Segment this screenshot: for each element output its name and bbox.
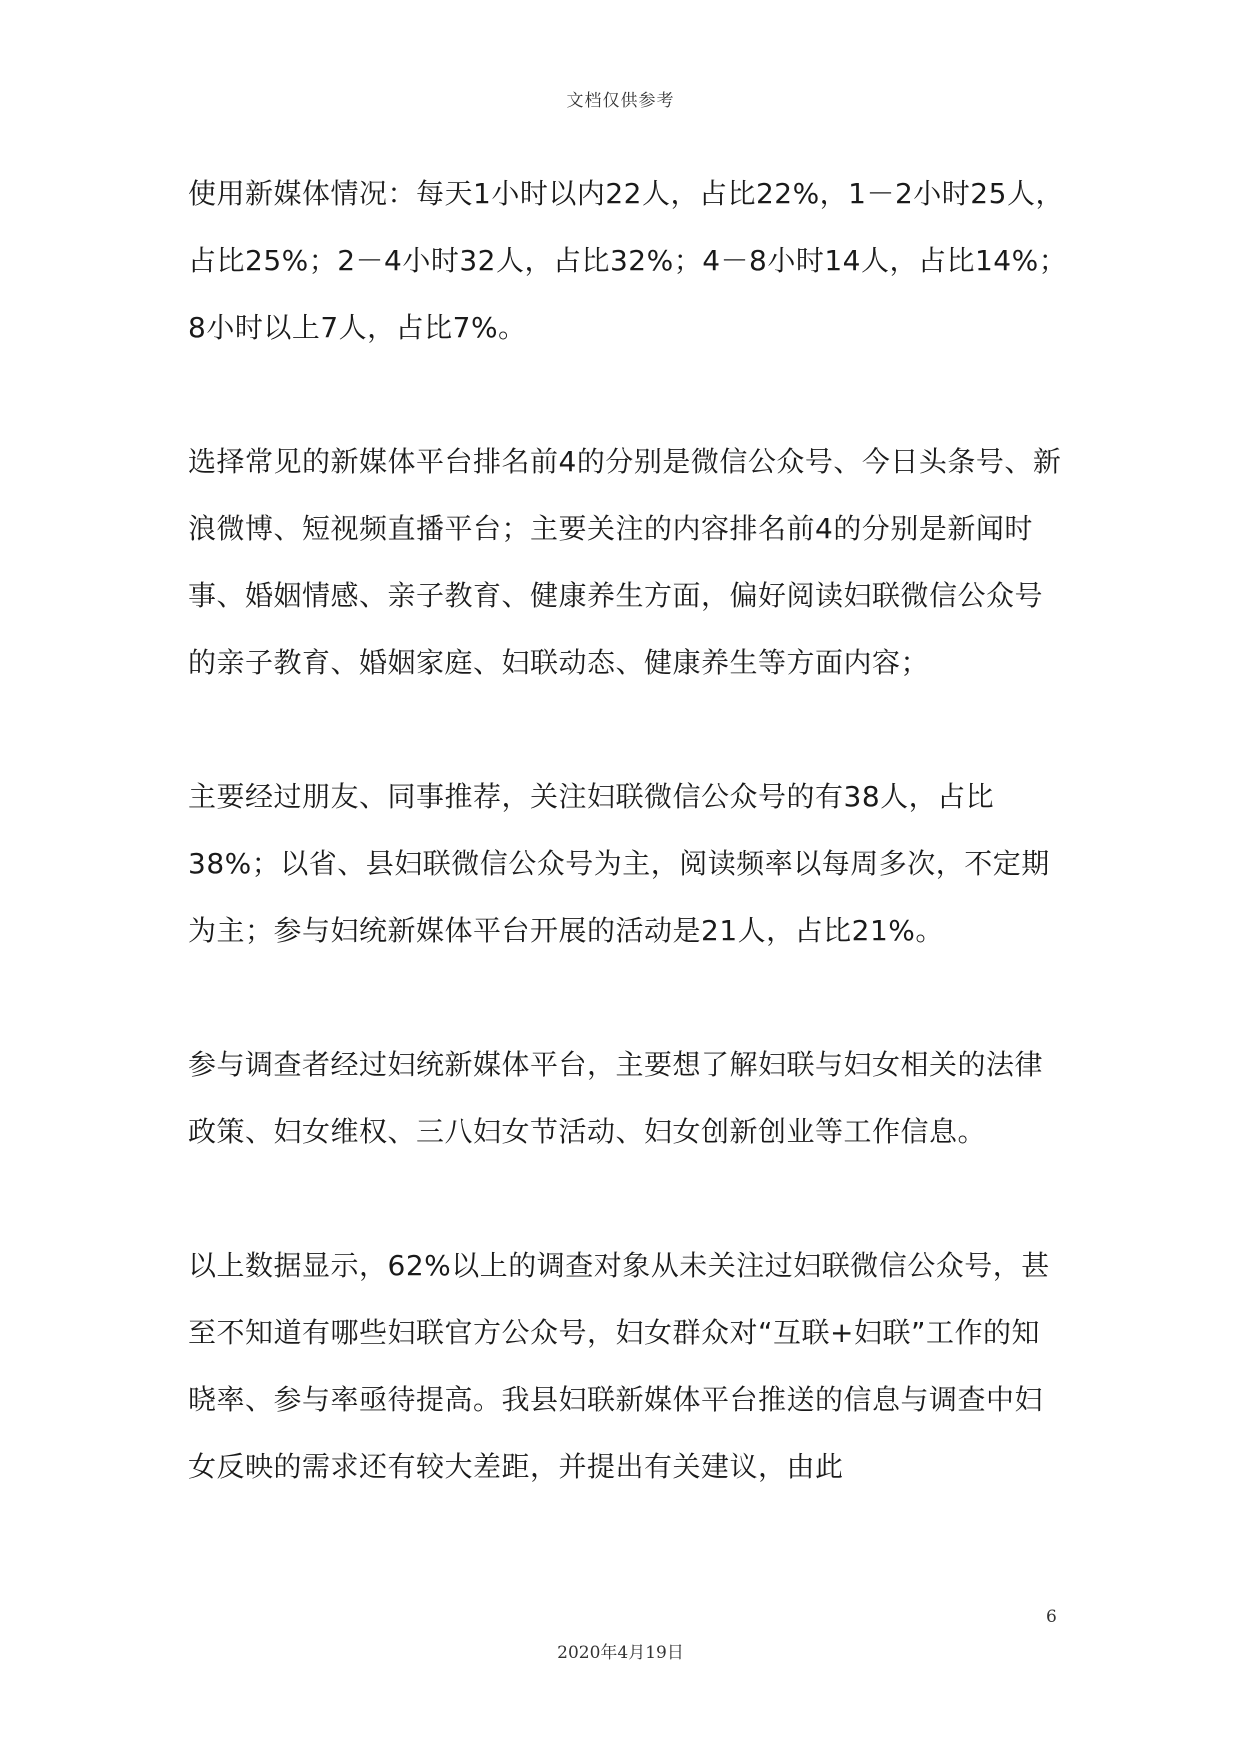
- paragraph-follow-source: 主要经过朋友、同事推荐，关注妇联微信公众号的有38人，占比38%；以省、县妇联微信公众号为主，阅读频率以每周多次，不定期为主；参与妇统新媒体平台开展的活动是21人，占比21%。: [188, 780, 1050, 947]
- page-header: 文档仅供参考: [566, 91, 675, 111]
- document-body: [188, 160, 1068, 1567]
- paragraph-information-needs: 参与调查者经过妇统新媒体平台，主要想了解妇联与妇女相关的法律政策、妇女维权、三八妇女节活动、妇女创新创业等工作信息。: [188, 1048, 1044, 1148]
- page-date: 2020年4月19日: [557, 1643, 684, 1663]
- paragraph-platform-ranking: 选择常见的新媒体平台排名前4的分别是微信公众号、今日头条号、新浪微博、短视频直播平台；主要关注的内容排名前4的分别是新闻时事、婚姻情感、亲子教育、健康养生方面，偏好阅读妇联微信公众号的亲子教育、婚姻家庭、妇联动态、健康养生等方面内容；: [188, 445, 1062, 679]
- page-number: 6: [1046, 1607, 1057, 1627]
- paragraph-data-conclusion: 以上数据显示，62%以上的调查对象从未关注过妇联微信公众号，甚至不知道有哪些妇联官方公众号，妇女群众对“互联+妇联”工作的知晓率、参与率亟待提高。我县妇联新媒体平台推送的信息与调查中妇女反映的需求还有较大差距，并提出有关建议，由此: [188, 1249, 1050, 1483]
- paragraph-media-usage: 使用新媒体情况：每天1小时以内22人，占比22%，1－2小时25人，占比25%；2－4小时32人，占比32%；4－8小时14人，占比14%；8小时以上7人，占比7%。: [188, 177, 1068, 344]
